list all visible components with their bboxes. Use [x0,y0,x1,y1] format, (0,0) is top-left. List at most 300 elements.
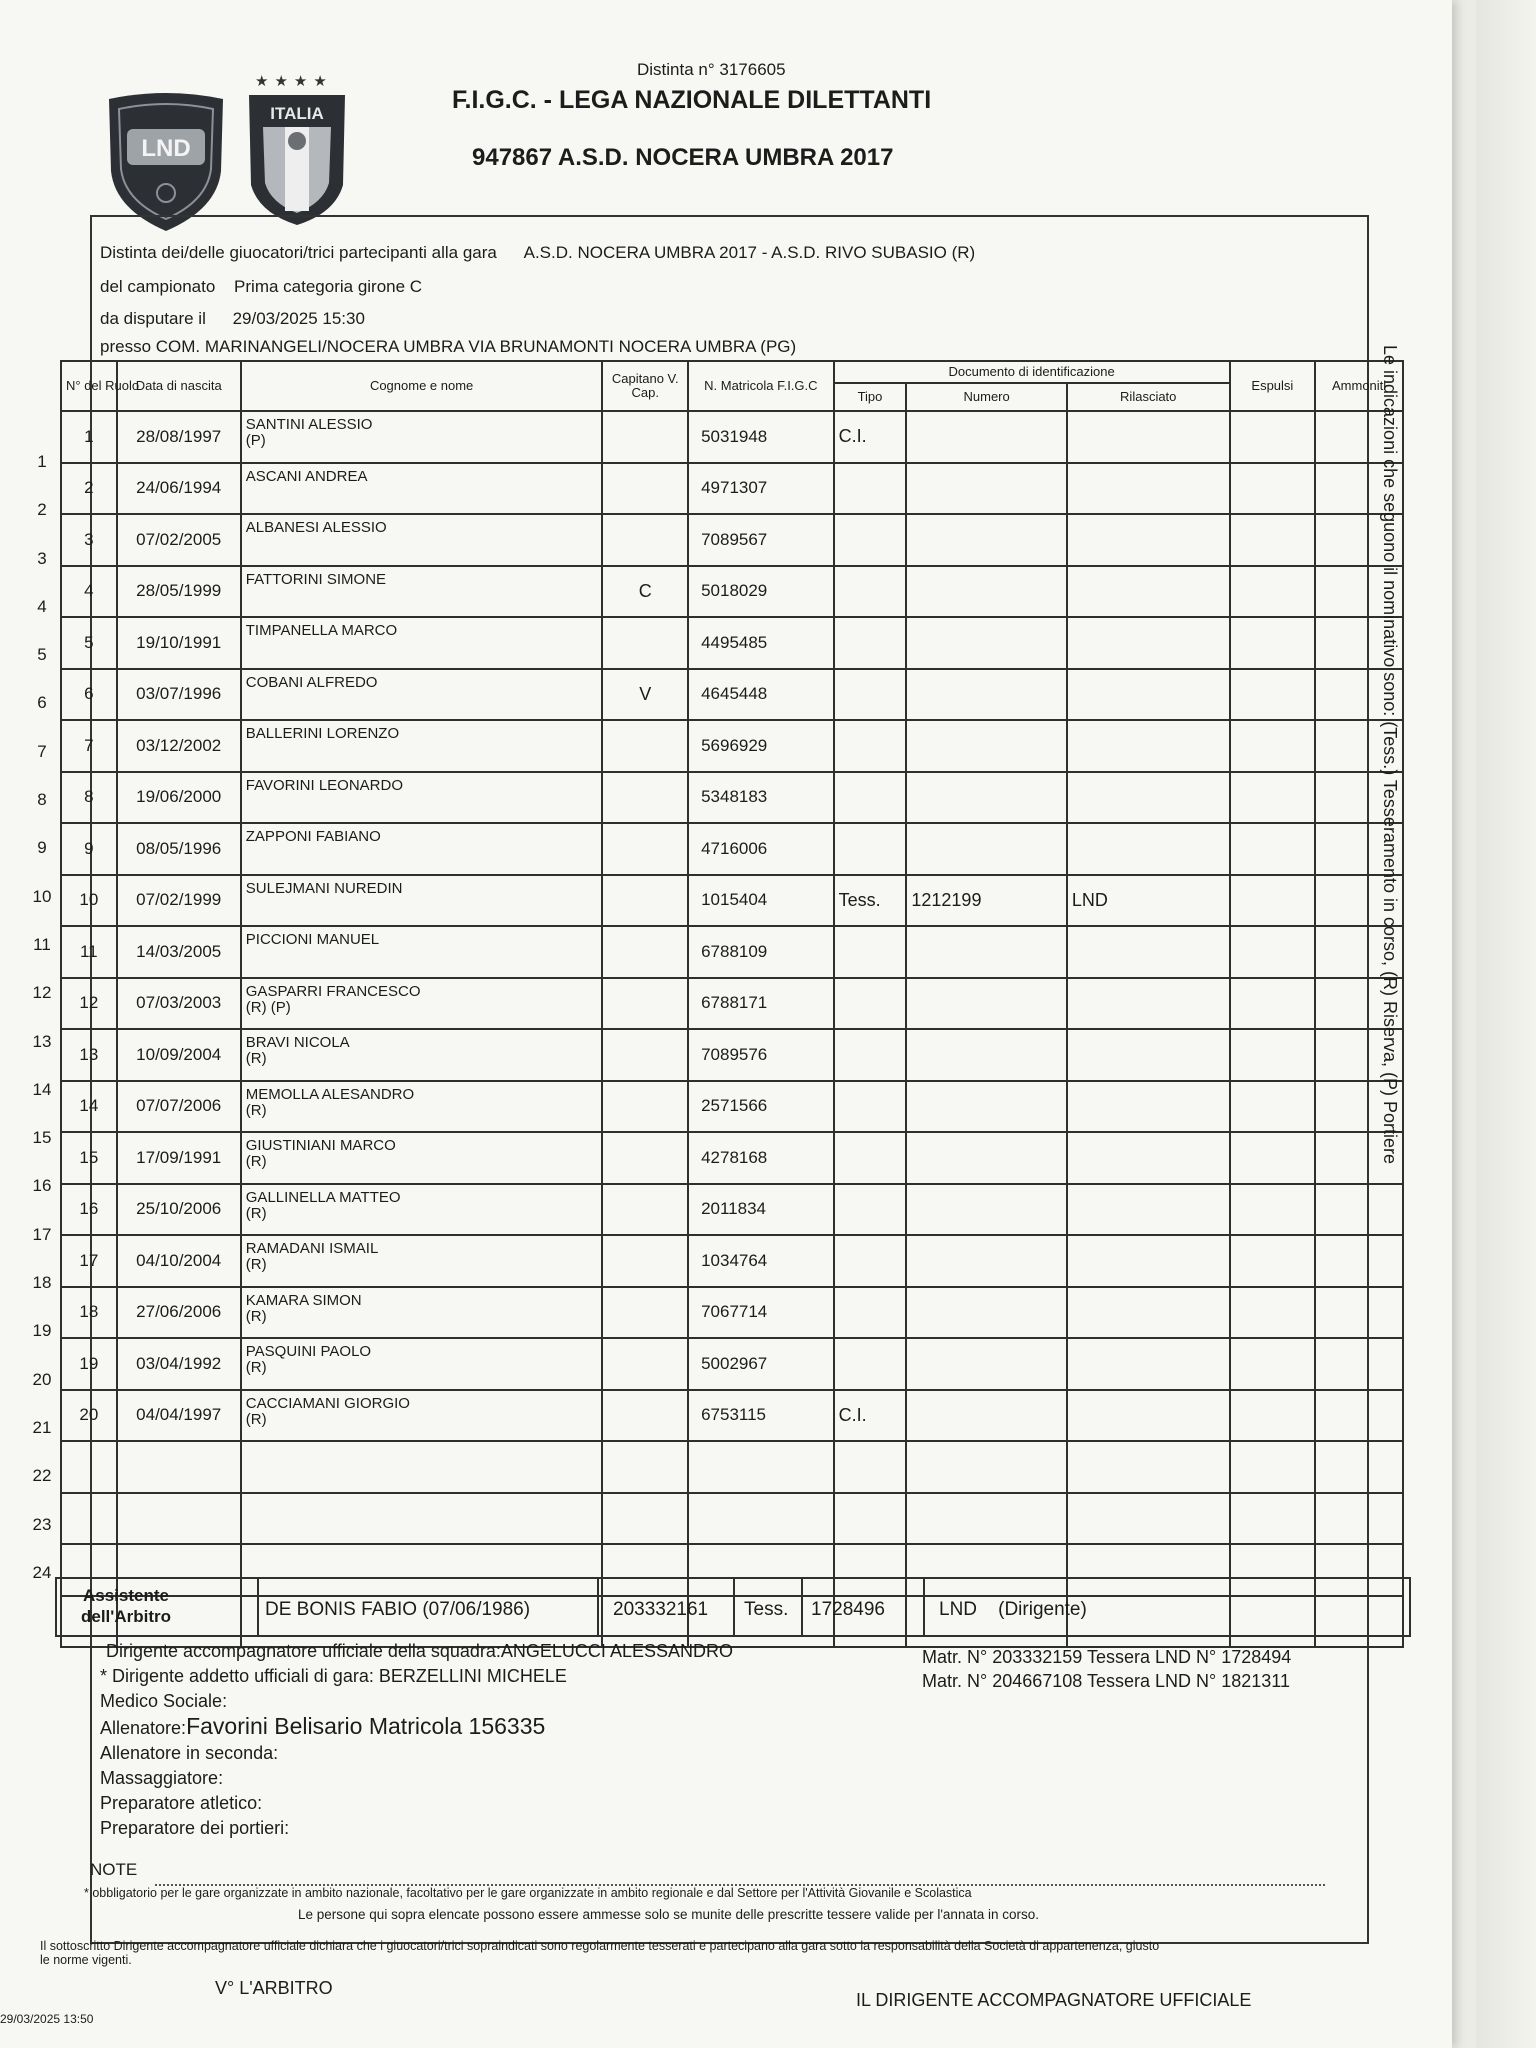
assist-divider [801,1579,803,1635]
player-matricola: 6788109 [688,926,834,978]
player-matricola [688,1493,834,1545]
player-capitano [602,772,688,824]
player-name-text: COBANI ALFREDO [245,673,378,691]
player-ruolo [61,1441,117,1493]
assistente-nome: DE BONIS FABIO (07/06/1986) [265,1599,531,1620]
player-doc-rilasciato [1067,617,1230,669]
player-doc-rilasciato [1067,720,1230,772]
player-espulsi [1230,772,1316,824]
player-doc-tipo [834,978,907,1030]
player-ruolo: 6 [61,669,117,721]
back-sheet [1476,0,1536,2048]
player-doc-numero [906,1493,1067,1545]
player-nascita: 25/10/2006 [117,1184,241,1236]
assistente-matricola: 203332161 [613,1599,709,1620]
table-row [61,1441,1403,1493]
table-row [61,463,1403,515]
row-number: 12 [32,983,52,1003]
player-espulsi [1230,1338,1316,1390]
col-tipo: Tipo [834,383,907,411]
player-capitano [602,514,688,566]
player-name-text: TIMPANELLA MARCO [245,622,398,639]
row-number: 2 [37,500,47,520]
player-doc-numero [906,463,1067,515]
player-doc-rilasciato [1067,1441,1230,1493]
matricola-dirigente-1: Matr. N° 203332159 Tessera LND N° 1728494 [922,1647,1292,1667]
player-ruolo: 10 [61,875,117,927]
player-doc-tipo [834,1235,907,1287]
medico-sociale: Medico Sociale: [100,1691,228,1711]
player-nascita: 03/07/1996 [117,669,241,721]
player-ruolo: 14 [61,1081,117,1133]
player-capitano [602,463,688,515]
back-sheet-edge [1452,0,1476,2048]
gara-label: Distinta dei/delle giuocatori/trici partecipanti alla gara [100,243,497,262]
col-numero: Numero [906,383,1067,411]
player-capitano [602,1390,688,1442]
player-capitano [602,1081,688,1133]
player-capitano [602,1029,688,1081]
player-ruolo: 19 [61,1338,117,1390]
col-nascita: Data di nascita [117,361,241,411]
player-doc-numero [906,566,1067,618]
table-row [61,1493,1403,1545]
row-number: 9 [37,838,47,858]
player-ruolo: 15 [61,1132,117,1184]
table-row [61,926,1403,978]
assistente-row [55,1577,1411,1637]
player-ruolo: 20 [61,1390,117,1442]
player-matricola: 4645448 [688,669,834,721]
player-name-text: PASQUINI PAOLO [245,1343,372,1360]
player-matricola: 7067714 [688,1287,834,1339]
stars-icon: ★★★★ [255,73,333,90]
data-value: 29/03/2025 15:30 [232,309,365,328]
presso-label: presso [100,337,152,356]
player-ruolo: 13 [61,1029,117,1081]
assistente-rilasciato: LND (Dirigente) [939,1599,1087,1620]
dichiarazione-2: le norme vigenti. [40,1953,132,1967]
player-doc-tipo [834,1132,907,1184]
table-row [61,617,1403,669]
player-doc-rilasciato [1067,1235,1230,1287]
player-ruolo: 4 [61,566,117,618]
player-tag: (P) [245,432,266,449]
table-row [61,978,1403,1030]
table-row [61,1029,1403,1081]
col-capitano: Capitano V. Cap. [602,361,688,411]
player-espulsi [1230,1029,1316,1081]
player-nome [241,1338,603,1390]
player-nome [241,1184,603,1236]
col-espulsi: Espulsi [1230,361,1316,411]
table-row [61,1235,1403,1287]
row-number: 23 [32,1514,52,1534]
player-doc-tipo: C.I. [834,1390,907,1442]
player-doc-numero [906,411,1067,463]
player-name-text: MEMOLLA ALESANDRO [245,1085,415,1103]
table-header-row [61,361,1403,383]
player-capitano [602,926,688,978]
row-number: 3 [37,548,47,568]
player-ruolo: 18 [61,1287,117,1339]
svg-text:LND: LND [141,135,191,162]
note-persone: Le persone qui sopra elencate possono essere ammesse solo se munite delle prescritte tessere valide per l'annata in corso. [298,1907,1039,1922]
player-matricola: 5002967 [688,1338,834,1390]
player-espulsi [1230,1132,1316,1184]
player-nome [241,875,603,927]
player-ammoniti [1315,1287,1403,1339]
player-nascita: 28/08/1997 [117,411,241,463]
table-row [61,772,1403,824]
player-ruolo: 11 [61,926,117,978]
player-nome [241,617,603,669]
info-data [100,309,365,329]
player-espulsi [1230,823,1316,875]
col-documento: Documento di identificazione [834,361,1230,383]
dichiarazione-1: Il sottoscritto Dirigente accompagnatore ufficiale dichiara che i giuocatori/trici sopraindicati sono regolarmente tesserati e partecipano alla gara sotto la responsabilità della Società di appartenenza, giusto [40,1939,1160,1953]
player-nome [241,978,603,1030]
player-doc-numero [906,926,1067,978]
row-number: 7 [37,741,47,761]
player-tag: (R) [245,1204,267,1222]
player-doc-rilasciato [1067,1287,1230,1339]
allenatore-label: Allenatore: [100,1718,187,1738]
player-ruolo: 8 [61,772,117,824]
player-ammoniti [1315,1441,1403,1493]
table-row [61,1081,1403,1133]
campionato-value: Prima categoria girone C [234,277,423,296]
staff-block [100,1639,733,1841]
player-name-text: GALLINELLA MATTEO [245,1188,401,1206]
player-matricola: 5031948 [688,411,834,463]
player-name-text: ASCANI ANDREA [245,467,368,485]
player-doc-rilasciato [1067,772,1230,824]
print-timestamp: 29/03/2025 13:50 [0,2012,94,2026]
player-nascita: 04/10/2004 [117,1235,241,1287]
assistente-label [81,1585,171,1627]
preparatore-portieri: Preparatore dei portieri: [100,1818,290,1838]
player-doc-tipo [834,1184,907,1236]
player-espulsi [1230,617,1316,669]
player-capitano [602,1493,688,1545]
player-nascita: 10/09/2004 [117,1029,241,1081]
player-nascita: 27/06/2006 [117,1287,241,1339]
player-doc-tipo [834,463,907,515]
player-capitano [602,1132,688,1184]
row-number: 15 [32,1128,52,1148]
info-gara [100,243,975,263]
player-ruolo: 17 [61,1235,117,1287]
player-ruolo: 12 [61,978,117,1030]
player-name-text: KAMARA SIMON [245,1291,362,1309]
player-ammoniti [1315,1390,1403,1442]
player-matricola: 5018029 [688,566,834,618]
player-doc-tipo: Tess. [834,875,907,927]
player-matricola: 6788171 [688,978,834,1030]
table-row [61,1390,1403,1442]
player-matricola: 2571566 [688,1081,834,1133]
player-capitano [602,411,688,463]
row-number: 17 [32,1224,52,1244]
player-matricola: 5348183 [688,772,834,824]
assist-divider [597,1579,599,1635]
player-ruolo: 7 [61,720,117,772]
player-doc-tipo [834,772,907,824]
player-espulsi [1230,463,1316,515]
player-doc-numero [906,514,1067,566]
table-row [61,514,1403,566]
row-number: 24 [32,1562,52,1582]
player-espulsi [1230,1287,1316,1339]
player-doc-rilasciato [1067,978,1230,1030]
player-name-text: PICCIONI MANUEL [245,931,380,948]
table-row [61,875,1403,927]
player-nascita: 14/03/2005 [117,926,241,978]
player-doc-rilasciato [1067,1184,1230,1236]
row-number: 4 [37,596,47,616]
gara-value: A.S.D. NOCERA UMBRA 2017 - A.S.D. RIVO SUBASIO (R) [523,243,976,262]
row-number: 8 [37,790,47,810]
player-nome [241,514,603,566]
preparatore-atletico: Preparatore atletico: [100,1793,263,1813]
player-doc-tipo [834,617,907,669]
player-espulsi [1230,411,1316,463]
col-ammoniti: Ammoniti [1315,361,1403,411]
player-ammoniti [1315,1493,1403,1545]
player-doc-rilasciato [1067,1493,1230,1545]
col-matricola: N. Matricola F.I.G.C [688,361,834,411]
players-body [61,411,1403,1647]
player-tag: (R) [245,1359,267,1376]
player-name-text: BALLERINI LORENZO [245,725,400,742]
note-obbligatorio: * obbligatorio per le gare organizzate in ambito nazionale, facoltativo per le gare organizzate in ambito regionale e dal Settore per l'Attività Giovanile e Scolastica [84,1886,972,1900]
data-label: da disputare il [100,309,206,328]
player-doc-tipo [834,669,907,721]
row-number: 19 [32,1321,52,1341]
row-number: 5 [37,645,47,665]
player-doc-numero [906,669,1067,721]
player-nascita: 07/07/2006 [117,1081,241,1133]
player-nascita: 03/04/1992 [117,1338,241,1390]
player-nascita: 08/05/1996 [117,823,241,875]
player-ruolo [61,1493,117,1545]
player-capitano [602,1338,688,1390]
player-espulsi [1230,1390,1316,1442]
player-doc-numero [906,823,1067,875]
player-ruolo: 9 [61,823,117,875]
allenatore-value: Favorini Belisario Matricola 156335 [186,1713,546,1739]
player-capitano [602,823,688,875]
player-espulsi [1230,514,1316,566]
row-number: 13 [32,1031,52,1051]
player-nascita: 24/06/1994 [117,463,241,515]
player-ammoniti [1315,1235,1403,1287]
assistente-label-1: Assistente [83,1586,169,1605]
player-espulsi [1230,566,1316,618]
player-nascita [117,1441,241,1493]
player-nascita: 07/02/2005 [117,514,241,566]
player-doc-rilasciato [1067,669,1230,721]
player-nascita: 07/02/1999 [117,875,241,927]
player-doc-numero [906,1338,1067,1390]
row-number: 11 [33,934,51,954]
player-doc-rilasciato [1067,566,1230,618]
lnd-logo [105,93,227,233]
row-number: 20 [32,1369,52,1389]
player-nome [241,1287,603,1339]
player-doc-rilasciato [1067,1132,1230,1184]
assist-divider [923,1579,925,1635]
player-ruolo: 2 [61,463,117,515]
player-name-text: ZAPPONI FABIANO [245,828,381,845]
player-ruolo: 16 [61,1184,117,1236]
player-capitano: C [602,566,688,618]
player-doc-rilasciato [1067,1390,1230,1442]
player-name-text: GASPARRI FRANCESCO [245,982,421,1000]
player-matricola: 1034764 [688,1235,834,1287]
player-doc-numero [906,720,1067,772]
player-doc-numero [906,1390,1067,1442]
legend-side-text: Le indicazioni che seguono il nominativo sono: (Tess.) Tesseramento in corso, (R) Riserva, (P) Portiere [1380,345,1400,1165]
player-doc-rilasciato [1067,411,1230,463]
player-doc-rilasciato [1067,1029,1230,1081]
player-espulsi [1230,720,1316,772]
player-doc-tipo [834,514,907,566]
player-doc-tipo [834,926,907,978]
player-doc-numero: 1212199 [906,875,1067,927]
player-nome [241,772,603,824]
player-capitano [602,720,688,772]
player-matricola: 4716006 [688,823,834,875]
allenatore-row [100,1714,733,1741]
player-doc-rilasciato: LND [1067,875,1230,927]
player-nascita [117,1493,241,1545]
players-table [60,360,1404,1648]
player-doc-numero [906,1441,1067,1493]
player-tag: (R) [245,1256,267,1273]
player-espulsi [1230,1081,1316,1133]
player-nome [241,1081,603,1133]
player-doc-numero [906,1235,1067,1287]
player-doc-rilasciato [1067,1338,1230,1390]
player-espulsi [1230,978,1316,1030]
player-matricola: 4971307 [688,463,834,515]
dirigente-accompagnatore: Dirigente accompagnatore ufficiale della squadra:ANGELUCCI ALESSANDRO [106,1641,733,1661]
massaggiatore: Massaggiatore: [100,1768,224,1788]
player-ammoniti [1315,1184,1403,1236]
player-matricola: 4495485 [688,617,834,669]
player-doc-numero [906,1132,1067,1184]
info-presso [100,337,796,357]
table-row [61,1184,1403,1236]
club-title: 947867 A.S.D. NOCERA UMBRA 2017 [472,144,894,171]
dirigente-signature-label: IL DIRIGENTE ACCOMPAGNATORE UFFICIALE [856,1990,1252,2010]
col-nome: Cognome e nome [241,361,603,411]
player-nome [241,463,603,515]
allenatore-seconda: Allenatore in seconda: [100,1743,279,1763]
table-row [61,720,1403,772]
row-number: 10 [32,886,52,906]
player-nome [241,1493,603,1545]
table-row [61,669,1403,721]
player-doc-rilasciato [1067,463,1230,515]
player-name-text: CACCIAMANI GIORGIO [245,1394,410,1412]
col-ruolo: N° del Ruolo [61,361,117,411]
assistente-tipo: Tess. [744,1599,789,1620]
player-nascita: 17/09/1991 [117,1132,241,1184]
matricola-dirigente-2: Matr. N° 204667108 Tessera LND N° 1821311 [922,1671,1290,1691]
campionato-label: del campionato [100,277,216,296]
player-doc-numero [906,1184,1067,1236]
dirigente-arbitri: * Dirigente addetto ufficiali di gara: BERZELLINI MICHELE [100,1666,567,1686]
player-matricola: 6753115 [688,1390,834,1442]
player-doc-rilasciato [1067,1081,1230,1133]
player-capitano [602,875,688,927]
player-tag: (R) [245,1307,267,1325]
player-doc-tipo [834,1081,907,1133]
assistente-label-2: dell'Arbitro [81,1607,171,1626]
player-nome [241,1029,603,1081]
player-doc-tipo [834,1338,907,1390]
player-tag: (R) (P) [245,998,291,1016]
player-name-text: BRAVI NICOLA [245,1034,350,1051]
player-nascita: 04/04/1997 [117,1390,241,1442]
player-espulsi [1230,1184,1316,1236]
player-capitano [602,617,688,669]
player-capitano [602,978,688,1030]
player-nome [241,411,603,463]
player-nome [241,1132,603,1184]
row-number: 22 [32,1466,52,1486]
player-espulsi [1230,1441,1316,1493]
player-nome [241,566,603,618]
player-name-text: GIUSTINIANI MARCO [245,1137,396,1154]
player-nome [241,823,603,875]
player-nascita: 19/06/2000 [117,772,241,824]
player-matricola: 7089567 [688,514,834,566]
presso-value: COM. MARINANGELI/NOCERA UMBRA VIA BRUNAMONTI NOCERA UMBRA (PG) [155,337,797,356]
player-doc-tipo [834,1029,907,1081]
player-ammoniti [1315,1338,1403,1390]
row-number: 16 [32,1176,52,1196]
player-tag: (R) [245,1101,267,1119]
row-number: 1 [37,452,47,471]
row-numbers [24,438,60,1597]
player-name-text: RAMADANI ISMAIL [245,1240,379,1257]
player-espulsi [1230,669,1316,721]
player-tag: (R) [245,1153,267,1170]
player-doc-numero [906,1287,1067,1339]
player-nascita: 03/12/2002 [117,720,241,772]
info-campionato [100,277,422,297]
player-doc-tipo [834,1493,907,1545]
player-espulsi [1230,875,1316,927]
player-matricola: 2011834 [688,1184,834,1236]
table-row [61,1287,1403,1339]
player-capitano [602,1184,688,1236]
row-number: 6 [37,693,47,713]
player-doc-tipo [834,1287,907,1339]
row-number: 18 [32,1273,52,1293]
col-rilasciato: Rilasciato [1067,383,1230,411]
player-doc-numero [906,1081,1067,1133]
player-doc-tipo [834,720,907,772]
player-nascita: 19/10/1991 [117,617,241,669]
assistente-numero: 1728496 [811,1599,885,1620]
player-nome [241,926,603,978]
row-number: 21 [32,1417,52,1437]
